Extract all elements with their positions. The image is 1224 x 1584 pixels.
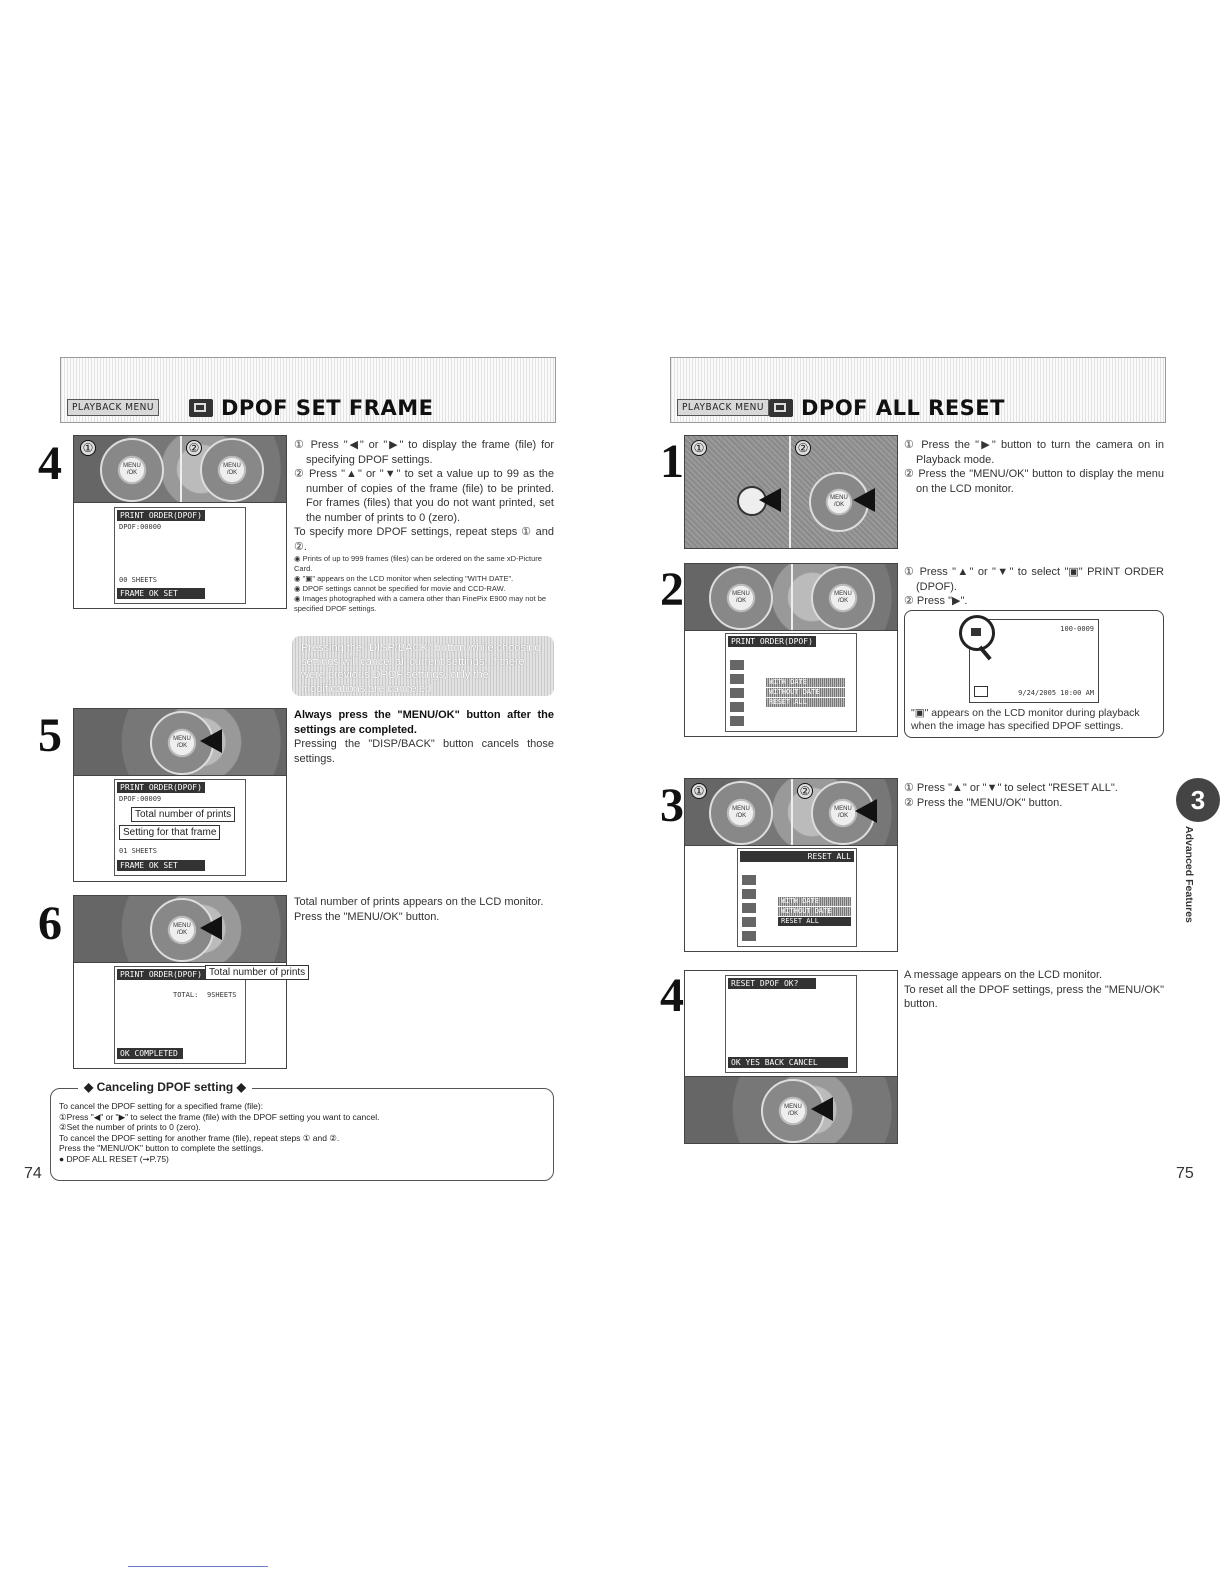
lcd-bottom-bar: FRAME OK SET [117, 588, 205, 599]
step-number: 2 [660, 563, 684, 616]
cancel-line: ②Set the number of prints to 0 (zero). [59, 1122, 201, 1132]
lcd-total-label: TOTAL: [173, 991, 199, 999]
lcd-title-bar: RESET DPOF OK? [728, 978, 816, 989]
note: ◉ Images photographed with a camera other than FinePix E900 may not be specified DPOF settings. [294, 594, 547, 613]
right-step1-instructions [904, 438, 1164, 496]
left-section-header [60, 357, 556, 423]
info-caption: "▣" appears on the LCD monitor during playback when the image has specified DPOF settings. [911, 707, 1140, 732]
instruction-line: ① Press the "▶" button to turn the camera on in Playback mode. [904, 439, 1164, 466]
callout-1: ① [80, 440, 96, 456]
callout-1: ① [691, 440, 707, 456]
instruction-line: ① Press "◀" or "▶" to display the frame (file) for specifying DPOF settings. [294, 439, 554, 466]
press-arrow [855, 799, 877, 823]
section-title: DPOF ALL RESET [801, 396, 1005, 420]
playback-mode-icon [974, 686, 988, 697]
menu-option-without-date[interactable]: WITHOUT DATE [766, 688, 845, 697]
lcd-bottom-bar: OK YES BACK CANCEL [728, 1057, 848, 1068]
date-time: 9/24/2005 10:00 AM [1018, 689, 1094, 697]
step4-instructions [294, 438, 554, 554]
camera-menu-button-photo [684, 1076, 898, 1144]
instruction-line: ② Press the "MENU/OK" button. [904, 796, 1063, 809]
callout-total-prints: Total number of prints [205, 965, 309, 980]
lcd-screen [725, 633, 857, 732]
lcd-screen [725, 975, 857, 1073]
page-number-left: 74 [24, 1165, 42, 1182]
instruction-line: Pressing the "DISP/BACK" button cancels those settings. [294, 738, 554, 765]
lcd-bottom-bar: OK COMPLETED [117, 1048, 183, 1059]
right-section-header [670, 357, 1166, 423]
instruction-line: A message appears on the LCD monitor. [904, 969, 1103, 981]
lcd-title-bar: PRINT ORDER(DPOF) [117, 969, 205, 980]
note: ◉ DPOF settings cannot be specified for movie and CCD-RAW. [294, 584, 506, 593]
instruction-line: Press the "MENU/OK" button. [294, 910, 440, 923]
lcd-title-bar: PRINT ORDER(DPOF) [728, 636, 816, 647]
warning-box: Pressing the "DISP/BACK" button while choosing settings will cancel all current settings. If there were previous DPOF settings, only the modifications are canceled. [292, 636, 554, 696]
section-title: DPOF SET FRAME [221, 396, 434, 420]
press-arrow [200, 916, 222, 940]
step5-instructions [294, 708, 554, 766]
instruction-line: ② Press "▶". [904, 595, 968, 607]
camera-back-photo [684, 435, 898, 549]
bold-instruction: Always press the "MENU/OK" button after the settings are completed. [294, 709, 554, 736]
lcd-screen [737, 848, 857, 947]
menu-ok-dial: MENU /OK [150, 711, 214, 775]
lcd-title-bar: PRINT ORDER(DPOF) [117, 510, 205, 521]
camera-buttons-photo [73, 435, 287, 503]
dpad-up-down: MENU /OK [709, 781, 773, 845]
cancel-line: ①Press "◀" or "▶" to select the frame (file) with the DPOF setting you want to cancel. [59, 1111, 380, 1122]
callout-2: ② [795, 440, 811, 456]
lcd-title-bar: RESET ALL [740, 851, 854, 862]
instruction-line: ② Press the "MENU/OK" button to display the menu on the LCD monitor. [904, 468, 1164, 495]
cancel-line: To cancel the DPOF setting for another frame (file), repeat steps ① and ②. [59, 1132, 340, 1143]
lcd-bottom-bar: FRAME OK SET [117, 860, 205, 871]
menu-ok-dial: MENU /OK [761, 1079, 825, 1143]
print-order-icon [971, 628, 981, 636]
print-order-icon [769, 399, 793, 417]
lcd-dpof-count: DPOF:00009 [119, 795, 162, 803]
playback-menu-label: PLAYBACK MENU [67, 399, 159, 416]
lcd-screen [114, 966, 246, 1064]
cancel-line: Press the "MENU/OK" button to complete the settings. [59, 1143, 264, 1153]
instruction-line: ② Press "▲" or "▼" to set a value up to 99 as the number of copies of the frame (file) to be printed. For frames (files) that you do not want printed, set the number of prints to 0 (zero). [294, 468, 554, 524]
print-order-icon [189, 399, 213, 417]
step-number: 5 [38, 709, 62, 762]
right-step2-instructions [904, 565, 1164, 609]
menu-ok-dial: MENU /OK [809, 472, 869, 532]
callout-2: ② [186, 440, 202, 456]
lcd-dpof-count: DPOF:00000 [119, 523, 162, 531]
note: ◉ "▣" appears on the LCD monitor when selecting "WITH DATE". [294, 574, 514, 583]
dpad-up-down: MENU /OK [709, 566, 773, 630]
step-number: 4 [38, 437, 62, 490]
menu-option-reset-all[interactable]: RESET ALL [778, 917, 851, 926]
right-step3-instructions [904, 781, 1164, 810]
dpad-up-down: MENU /OK [200, 438, 264, 502]
instruction-line: ① Press "▲" or "▼" to select "▣" PRINT ORDER (DPOF). [904, 566, 1164, 593]
step-number: 6 [38, 897, 62, 950]
press-arrow [759, 488, 781, 512]
divider [128, 1566, 268, 1567]
step6-instructions [294, 895, 554, 924]
instruction-line: Total number of prints appears on the LCD monitor. [294, 896, 544, 908]
callout-total-prints: Total number of prints [131, 807, 235, 822]
callout-2: ② [797, 783, 813, 799]
lcd-sheets: 00 SHEETS [119, 576, 157, 584]
menu-ok-dial: MENU /OK [811, 781, 875, 845]
playback-menu-label: PLAYBACK MENU [677, 399, 769, 416]
menu-option-with-date[interactable]: WITH DATE [778, 897, 851, 906]
chapter-tab: 3 [1176, 778, 1220, 822]
press-arrow [853, 488, 875, 512]
step-number: 1 [660, 435, 684, 488]
press-arrow [200, 729, 222, 753]
lcd-title-bar: PRINT ORDER(DPOF) [117, 782, 205, 793]
page-number-right: 75 [1176, 1165, 1194, 1182]
camera-buttons-photo [684, 563, 898, 631]
frame-number: 100-0009 [1060, 625, 1094, 633]
menu-option-without-date[interactable]: WITHOUT DATE [778, 907, 851, 916]
cancel-reference: ● DPOF ALL RESET (➞P.75) [59, 1153, 169, 1164]
press-arrow [811, 1097, 833, 1121]
chapter-label: Advanced Features [1183, 826, 1195, 923]
menu-ok-dial: MENU /OK [150, 898, 214, 962]
canceling-dpof-box [50, 1088, 554, 1181]
cancel-line: To cancel the DPOF setting for a specified frame (file): [59, 1101, 264, 1111]
callout-frame-setting: Setting for that frame [119, 825, 220, 840]
instruction-line: To specify more DPOF settings, repeat steps ① and ②. [294, 526, 554, 553]
note: ◉ Prints of up to 999 frames (files) can be ordered on the same xD-Picture Card. [294, 554, 542, 573]
dpof-indicator-magnifier [959, 615, 995, 651]
menu-option-with-date[interactable]: WITH DATE [766, 678, 845, 687]
step-number: 3 [660, 779, 684, 832]
step4-notes [294, 554, 554, 614]
dpof-info-box [904, 610, 1164, 738]
dpad-right: MENU /OK [811, 566, 875, 630]
canceling-heading: ◆ Canceling DPOF setting ◆ [78, 1080, 252, 1094]
camera-menu-button-photo [73, 708, 287, 776]
lcd-total-sheets: 9SHEETS [207, 991, 237, 999]
right-step4-instructions [904, 968, 1164, 1012]
camera-buttons-photo [684, 778, 898, 846]
camera-menu-button-photo [73, 895, 287, 963]
instruction-line: ① Press "▲" or "▼" to select "RESET ALL". [904, 782, 1118, 794]
instruction-line: To reset all the DPOF settings, press the "MENU/OK" button. [904, 983, 1164, 1010]
menu-option-reset-all[interactable]: RESET ALL [766, 698, 845, 707]
lcd-sheets: 01 SHEETS [119, 847, 157, 855]
dpad-left-right: MENU /OK [100, 438, 164, 502]
callout-1: ① [691, 783, 707, 799]
step-number: 4 [660, 969, 684, 1022]
lcd-screen [114, 507, 246, 604]
